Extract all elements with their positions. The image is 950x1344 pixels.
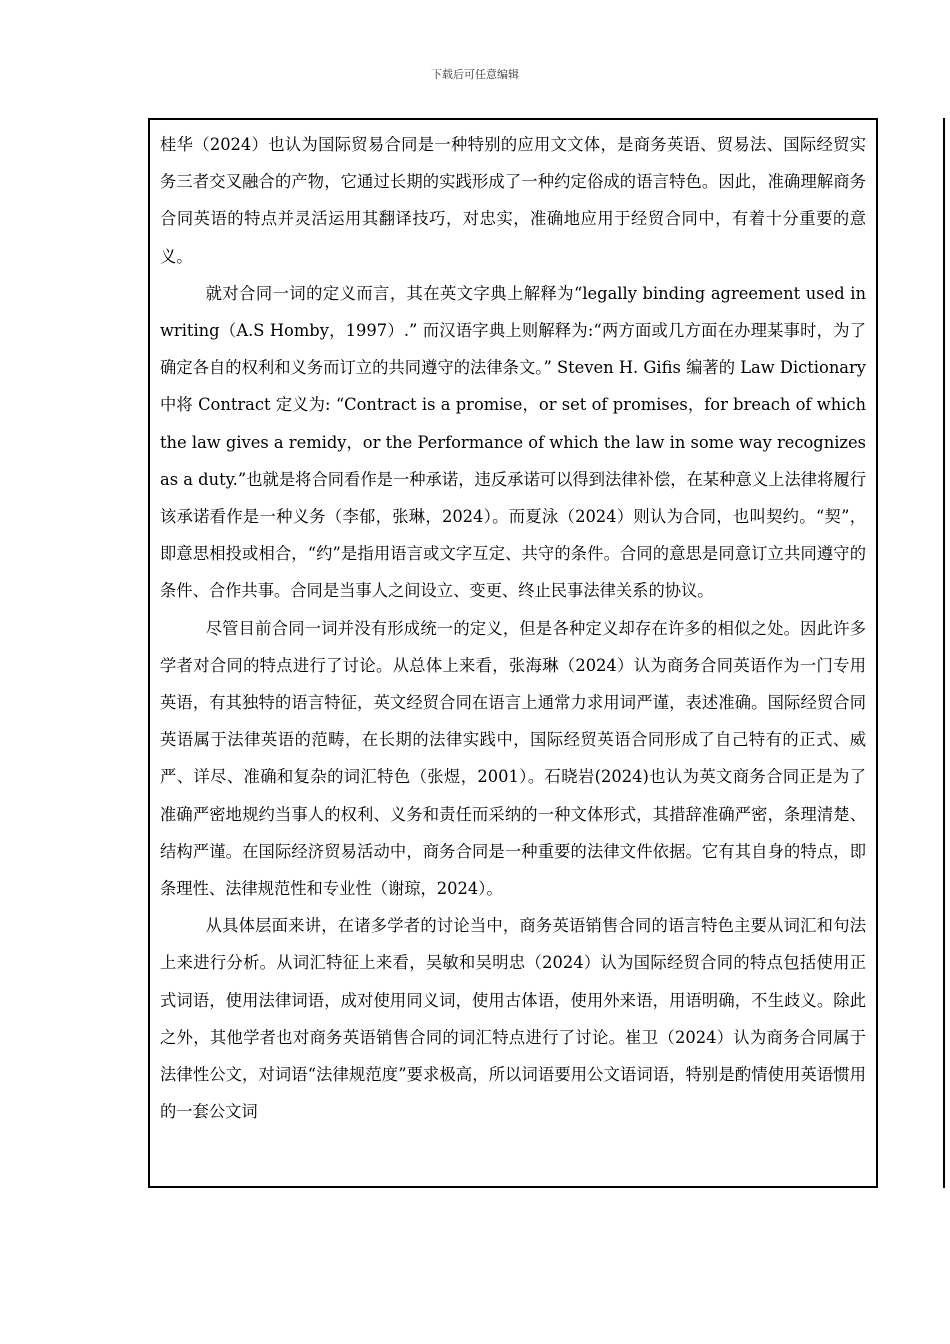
document-body	[160, 126, 866, 1130]
paragraph-2: 就对合同一词的定义而言，其在英文字典上解释为“legally binding agreement used in writing（A.S Homby，1997）.” 而汉语字典上则解释为:“两方面或几方面在办理某事时，为了确定各自的权利和义务而订立的共同遵守的法律条文。” Steven H. Gifis 编著的 Law Dictionary 中将 Contract 定义为: “Contract is a promise，or set of promises，for breach of which the law gives a remidy，or the Performance of which the law in some way recognizes as a duty.”也就是将合同看作是一种承诺，违反承诺可以得到法律补偿，在某种意义上法律将履行该承诺看作是一种义务（李郁，张琳，2024）。而夏泳（2024）则认为合同，也叫契约。“契”，即意思相投或相合，“约”是指用语言或文字互定、共守的条件。合同的意思是同意订立共同遵守的条件、合作共事。合同是当事人之间设立、变更、终止民事法律关系的协议。	[160, 283, 866, 601]
paragraph-4: 从具体层面来讲，在诸多学者的讨论当中，商务英语销售合同的语言特色主要从词汇和句法上来进行分析。从词汇特征上来看，吴敏和吴明忠（2024）认为国际经贸合同的特点包括使用正式词语，使用法律词语，成对使用同义词，使用古体语，使用外来语，用语明确，不生歧义。除此之外，其他学者也对商务英语销售合同的词汇特点进行了讨论。崔卫（2024）认为商务合同属于法律性公文，对词语“法律规范度”要求极高，所以词语要用公文语词语，特别是酌情使用英语惯用的一套公文词	[160, 916, 866, 1122]
right-border-line	[943, 118, 945, 1188]
document-frame	[148, 118, 878, 1188]
paragraph-3: 尽管目前合同一词并没有形成统一的定义，但是各种定义却存在许多的相似之处。因此许多学者对合同的特点进行了讨论。从总体上来看，张海琳（2024）认为商务合同英语作为一门专用英语，有其独特的语言特征，英文经贸合同在语言上通常力求用词严谨，表述准确。国际经贸合同英语属于法律英语的范畴，在长期的法律实践中，国际经贸英语合同形成了自己特有的正式、威严、详尽、准确和复杂的词汇特色（张煜，2001）。石晓岩(2024)也认为英文商务合同正是为了准确严密地规约当事人的权利、义务和责任而采纳的一种文体形式，其措辞准确严密，条理清楚、结构严谨。在国际经济贸易活动中，商务合同是一种重要的法律文件依据。它有其自身的特点，即条理性、法律规范性和专业性（谢琼，2024）。	[160, 618, 866, 899]
paragraph-1: 桂华（2024）也认为国际贸易合同是一种特别的应用文文体，是商务英语、贸易法、国际经贸实务三者交叉融合的产物，它通过长期的实践形成了一种约定俗成的语言特色。因此，准确理解商务合同英语的特点并灵活运用其翻译技巧，对忠实，准确地应用于经贸合同中，有着十分重要的意义。	[160, 135, 866, 266]
page-header: 下载后可任意编辑	[431, 68, 519, 81]
